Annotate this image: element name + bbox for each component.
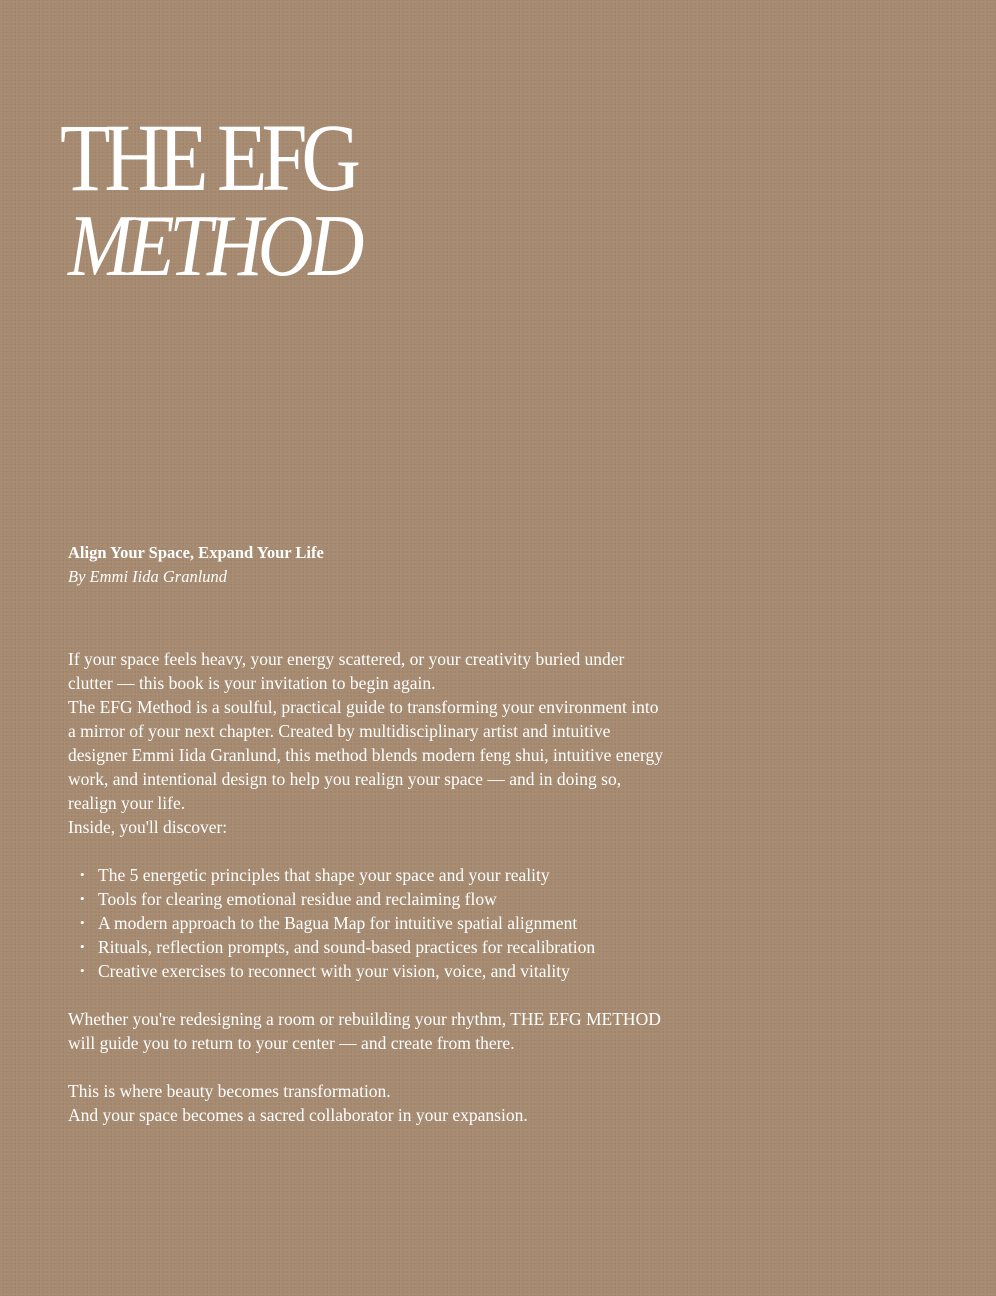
spacer xyxy=(68,1055,668,1079)
intro-paragraph-3: Inside, you'll discover: xyxy=(68,817,228,837)
intro-paragraph-1: If your space feels heavy, your energy scattered, or your creativity buried under clutter — this book is your invitation to begin again. xyxy=(68,649,625,693)
list-item: • Rituals, reflection prompts, and sound-based practices for recalibration xyxy=(80,935,668,959)
intro-paragraph-2: The EFG Method is a soulful, practical guide to transforming your environment into a mirror of your next chapter. Created by multidisciplinary artist and intuitive designer Emmi Iida Granlund, this method blends modern feng shui, intuitive energy work, and intentional design to help you realign your space — and in doing so, realign your life. xyxy=(68,697,664,813)
title-line-2: METHOD xyxy=(68,198,359,295)
closing-paragraph: Whether you're redesigning a room or rebuilding your rhythm, THE EFG METHOD will guide you to return to your center — and create from there. xyxy=(68,1009,661,1053)
subtitle: Align Your Space, Expand Your Life xyxy=(68,543,324,562)
list-item: • The 5 energetic principles that shape your space and your reality xyxy=(80,863,668,887)
title-line-1: THE EFG xyxy=(60,104,355,211)
book-title xyxy=(60,104,480,295)
list-item: • A modern approach to the Bagua Map for intuitive spatial alignment xyxy=(80,911,668,935)
body-text xyxy=(68,647,668,1127)
final-line-2: And your space becomes a sacred collaborator in your expansion. xyxy=(68,1105,528,1125)
final-line-1: This is where beauty becomes transformation. xyxy=(68,1081,391,1101)
author-byline: By Emmi Iida Granlund xyxy=(68,567,228,586)
feature-list xyxy=(68,863,668,983)
list-item: • Creative exercises to reconnect with your vision, voice, and vitality xyxy=(80,959,668,983)
list-item: • Tools for clearing emotional residue and reclaiming flow xyxy=(80,887,668,911)
description-block xyxy=(68,541,668,1127)
